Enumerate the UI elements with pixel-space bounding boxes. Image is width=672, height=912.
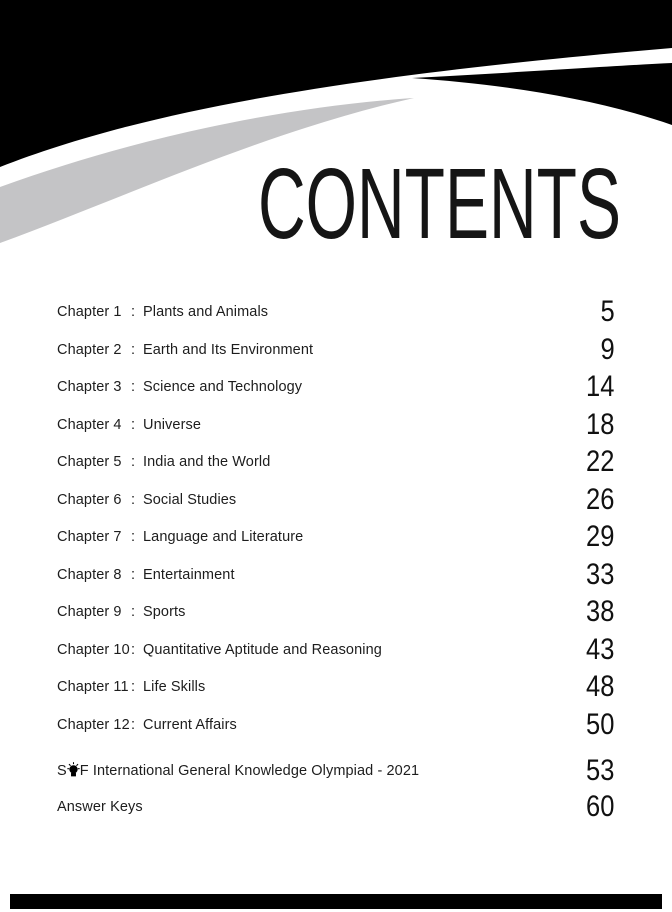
toc-row-chapter-4: [57, 408, 615, 441]
page-number: 9: [600, 333, 615, 366]
answer-keys-label: Answer Keys: [57, 799, 143, 815]
toc-row-chapter-5: [57, 445, 615, 478]
chapter-title: Language and Literature: [143, 529, 304, 545]
separator: :: [131, 679, 136, 695]
chapter-label: Chapter 5: [57, 454, 122, 470]
page-number: 26: [586, 483, 615, 516]
page-number: 33: [586, 558, 615, 591]
page-number: 5: [600, 295, 615, 328]
page-title: CONTENTS: [258, 148, 621, 260]
chapter-label: Chapter 9: [57, 604, 122, 620]
page-number: 18: [586, 408, 615, 441]
chapter-label: Chapter 1: [57, 304, 122, 320]
separator: :: [131, 642, 136, 658]
chapter-title: Current Affairs: [143, 717, 237, 733]
chapter-title: Science and Technology: [143, 379, 303, 395]
separator: :: [131, 342, 136, 358]
toc-row-chapter-2: [57, 333, 615, 366]
chapter-label: Chapter 6: [57, 492, 122, 508]
chapter-title: Entertainment: [143, 567, 235, 583]
separator: :: [131, 492, 136, 508]
page-number: 43: [586, 633, 615, 666]
chapter-title: Quantitative Aptitude and Reasoning: [143, 642, 382, 658]
separator: :: [131, 529, 136, 545]
bulb-icon: [67, 762, 80, 784]
page-number: 50: [586, 708, 615, 741]
chapter-title: Earth and Its Environment: [143, 342, 314, 358]
toc-row-chapter-10: [57, 633, 615, 666]
separator: :: [131, 567, 136, 583]
page-number: 14: [586, 370, 615, 403]
toc-row-chapter-1: [57, 295, 615, 328]
toc-row-chapter-9: [57, 595, 615, 628]
chapter-label: Chapter 10: [57, 642, 130, 658]
page-number: 38: [586, 595, 615, 628]
toc-row-chapter-7: [57, 520, 615, 553]
footer-bar: [10, 894, 662, 909]
chapter-label: Chapter 3: [57, 379, 122, 395]
chapter-title: India and the World: [143, 454, 271, 470]
chapter-title: Universe: [143, 417, 202, 433]
page-number: 60: [586, 790, 615, 823]
chapter-label: Chapter 8: [57, 567, 122, 583]
chapter-title: Plants and Animals: [143, 304, 269, 320]
separator: :: [131, 604, 136, 620]
chapter-label: Chapter 2: [57, 342, 122, 358]
chapter-title: Life Skills: [143, 679, 206, 695]
page-number: 22: [586, 445, 615, 478]
chapter-label: Chapter 11: [57, 679, 129, 695]
olympiad-label-pre: S: [57, 763, 67, 779]
separator: :: [131, 304, 136, 320]
chapter-title: Social Studies: [143, 492, 237, 508]
toc-row-olympiad: [57, 754, 615, 787]
toc-row-chapter-12: [57, 708, 615, 741]
separator: :: [131, 379, 136, 395]
page-number: 53: [586, 754, 615, 787]
separator: :: [131, 717, 136, 733]
chapter-label: Chapter 7: [57, 529, 122, 545]
separator: :: [131, 454, 136, 470]
page-number: 48: [586, 670, 615, 703]
toc-row-chapter-6: [57, 483, 615, 516]
toc-row-chapter-3: [57, 370, 615, 403]
toc-row-chapter-11: [57, 670, 615, 703]
chapter-label: Chapter 4: [57, 417, 122, 433]
olympiad-label-post: F International General Knowledge Olympiad - 2021: [79, 763, 420, 779]
toc-row-chapter-8: [57, 558, 615, 591]
chapter-label: Chapter 12: [57, 717, 130, 733]
chapter-title: Sports: [143, 604, 186, 620]
toc-row-answer-keys: [57, 790, 615, 823]
page-number: 29: [586, 520, 615, 553]
separator: :: [131, 417, 136, 433]
